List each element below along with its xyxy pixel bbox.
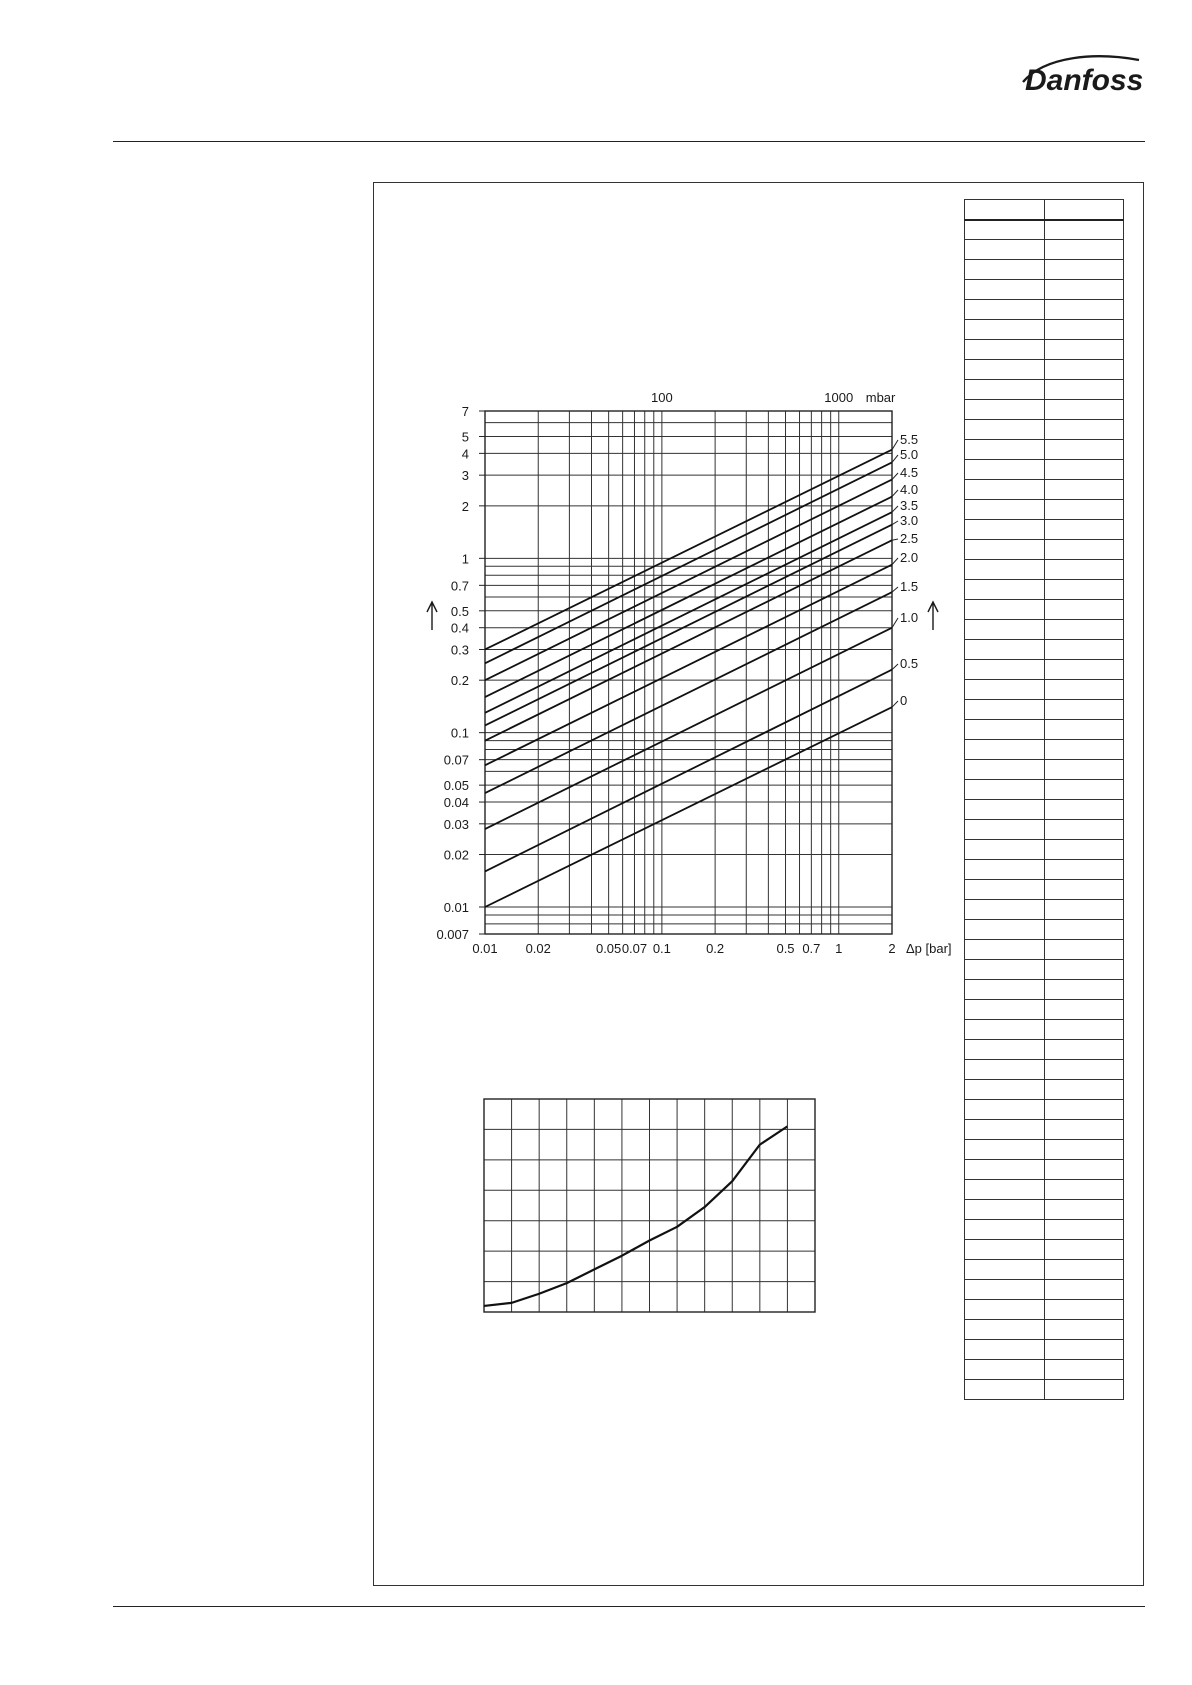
side-table-cell [965,1180,1045,1200]
side-table-cell [965,1360,1045,1380]
side-table-row [965,260,1124,280]
y-tick-label: 0.3 [450,642,469,658]
side-table-row [965,500,1124,520]
series-label: 4.5 [900,465,919,480]
side-table-cell [965,660,1045,680]
side-table-cell [965,440,1045,460]
side-table-row [965,300,1124,320]
side-table-row [965,1060,1124,1080]
side-table-cell [965,220,1045,240]
side-table-cell [1044,1040,1124,1060]
side-table-row [965,620,1124,640]
series-label: 2.5 [900,531,919,546]
side-table-row [965,720,1124,740]
side-table-cell [1044,660,1124,680]
side-table-cell [965,1240,1045,1260]
side-table-cell [965,840,1045,860]
side-table-cell [1044,1020,1124,1040]
side-table-cell [965,200,1045,220]
side-table-cell [1044,620,1124,640]
side-table-cell [1044,800,1124,820]
side-table-cell [1044,760,1124,780]
side-table-cell [965,1020,1045,1040]
side-table-row [965,1340,1124,1360]
side-table-row [965,680,1124,700]
side-table-row [965,880,1124,900]
y-tick-label: 0.07 [443,752,469,768]
side-table-row [965,1100,1124,1120]
x-tick-label: 0.1 [652,941,671,956]
curve-line [484,1126,787,1306]
side-table-cell [965,1340,1045,1360]
side-table-cell [1044,640,1124,660]
side-table-cell [965,420,1045,440]
side-table-cell [1044,240,1124,260]
side-table-cell [1044,880,1124,900]
side-table-row [965,1160,1124,1180]
side-table-row [965,940,1124,960]
side-table-cell [965,1100,1045,1120]
y-tick-label: 0.02 [443,847,469,863]
side-table-row [965,860,1124,880]
side-table-cell [965,820,1045,840]
side-table-row [965,280,1124,300]
side-table-cell [1044,360,1124,380]
series-label: 5.0 [900,447,919,462]
side-table-cell [965,720,1045,740]
side-table-cell [1044,580,1124,600]
side-table-cell [965,480,1045,500]
side-table-cell [965,1080,1045,1100]
side-table-cell [965,260,1045,280]
side-table-row [965,520,1124,540]
side-table-row [965,800,1124,820]
side-table-cell [965,680,1045,700]
x-tick-label: 0.07 [621,941,648,956]
top-tick-label: 1000 [824,390,854,405]
side-table-cell [965,1160,1045,1180]
side-table-cell [965,860,1045,880]
side-table-row [965,440,1124,460]
side-table-cell [965,360,1045,380]
side-table-cell [1044,1000,1124,1020]
side-table-row [965,360,1124,380]
side-table-cell [965,1040,1045,1060]
side-table-cell [1044,980,1124,1000]
side-table-row [965,480,1124,500]
x-axis-label: Δp [bar] [906,941,952,956]
series-label: 2.0 [900,550,919,565]
side-table-cell [1044,1120,1124,1140]
side-table-cell [1044,500,1124,520]
side-table-row [965,1320,1124,1340]
side-table-cell [965,1060,1045,1080]
side-table-cell [965,320,1045,340]
side-table-row [965,780,1124,800]
series-label: 5.5 [900,432,919,447]
side-table-cell [1044,200,1124,220]
side-table-cell [1044,440,1124,460]
side-table-row [965,1000,1124,1020]
side-table-cell [1044,520,1124,540]
side-table-cell [1044,700,1124,720]
side-table-cell [1044,340,1124,360]
side-table-row [965,1040,1124,1060]
side-table-row [965,220,1124,240]
x-tick-label: 0.7 [802,941,821,956]
y-tick-label: 1 [461,551,469,567]
side-table-cell [965,1380,1045,1400]
series-label: 0 [900,693,908,708]
footer-rule [113,1606,1145,1607]
y-tick-label: 7 [461,404,469,419]
side-table-cell [1044,260,1124,280]
x-tick-label: 2 [888,941,896,956]
side-table-cell [1044,920,1124,940]
side-table-cell [965,540,1045,560]
side-table-cell [1044,280,1124,300]
y-tick-label: 0.007 [436,927,469,942]
side-table-cell [965,520,1045,540]
side-table-row [965,1120,1124,1140]
side-table-cell [965,340,1045,360]
side-table-cell [965,1260,1045,1280]
side-table-row [965,1200,1124,1220]
top-axis-unit: mbar [865,390,896,405]
y-tick-label: 0.1 [450,725,469,741]
side-table-row [965,900,1124,920]
x-tick-label: 0.05 [595,941,622,956]
side-table-cell [1044,1280,1124,1300]
side-table-cell [1044,680,1124,700]
side-table-cell [965,1200,1045,1220]
y-tick-label: 4 [461,446,469,462]
side-table-cell [965,600,1045,620]
side-table-row [965,960,1124,980]
side-table-row [965,240,1124,260]
side-table-cell [965,460,1045,480]
x-tick-label: 1 [835,941,843,956]
side-table-cell [965,1280,1045,1300]
side-table-row [965,560,1124,580]
side-table-cell [965,920,1045,940]
side-table-cell [1044,380,1124,400]
series-label: 4.0 [900,482,919,497]
series-label: 1.5 [900,579,919,594]
side-table-cell [1044,400,1124,420]
side-table-cell [1044,1380,1124,1400]
side-table-row [965,540,1124,560]
side-table-cell [965,1220,1045,1240]
side-table-cell [965,640,1045,660]
side-table-cell [965,1140,1045,1160]
side-table-row [965,640,1124,660]
series-label: 3.5 [900,498,919,513]
side-table-cell [965,880,1045,900]
danfoss-logo-text: Danfoss [1025,64,1144,97]
y-tick-label: 0.03 [443,816,469,832]
side-table-row [965,1180,1124,1200]
side-table-row [965,1300,1124,1320]
side-table-cell [1044,540,1124,560]
side-table-cell [1044,600,1124,620]
y-tick-label: 0.4 [450,620,469,636]
side-table-cell [965,1120,1045,1140]
side-table-cell [965,960,1045,980]
x-tick-label: 0.5 [776,941,795,956]
side-table-cell [1044,1100,1124,1120]
y-tick-label: 3 [461,468,469,484]
side-table-row [965,1080,1124,1100]
curve-series [484,1126,787,1306]
side-table-cell [1044,1220,1124,1240]
side-table-row [965,580,1124,600]
side-table-cell [1044,1340,1124,1360]
side-table-cell [1044,860,1124,880]
side-table-cell [1044,1200,1124,1220]
side-table-cell [965,780,1045,800]
side-table-row [965,740,1124,760]
side-table-cell [965,560,1045,580]
side-table-row [965,1280,1124,1300]
side-table-row [965,1380,1124,1400]
top-tick-label: 100 [651,390,673,405]
side-table-cell [965,300,1045,320]
side-table-cell [1044,820,1124,840]
side-table-cell [1044,900,1124,920]
side-table [964,199,1124,1400]
side-table-row [965,820,1124,840]
side-table-row [965,980,1124,1000]
side-table-row [965,1260,1124,1280]
side-table-cell [965,580,1045,600]
side-table-row [965,1140,1124,1160]
side-table-cell [965,620,1045,640]
side-table-cell [1044,940,1124,960]
side-table-cell [965,700,1045,720]
side-table-cell [1044,840,1124,860]
side-table-row [965,420,1124,440]
series-label: 3.0 [900,513,919,528]
y-tick-label: 0.2 [450,673,469,689]
side-table-row [965,320,1124,340]
side-table-cell [965,1300,1045,1320]
side-table-cell [965,980,1045,1000]
side-table-cell [1044,1260,1124,1280]
side-table-row [965,840,1124,860]
side-table-cell [1044,320,1124,340]
side-table-row [965,400,1124,420]
x-tick-label: 0.02 [525,941,551,956]
side-table-cell [1044,220,1124,240]
side-table-cell [1044,1080,1124,1100]
y-tick-label: 0.7 [450,578,469,594]
side-table-cell [1044,1140,1124,1160]
side-table-cell [965,1000,1045,1020]
x-tick-label: 0.01 [472,941,498,956]
side-table-row [965,600,1124,620]
side-table-cell [965,1320,1045,1340]
side-table-row [965,460,1124,480]
side-table-row [965,340,1124,360]
side-table-cell [1044,460,1124,480]
side-table-cell [1044,960,1124,980]
side-table-row [965,1240,1124,1260]
side-table-cell [1044,1320,1124,1340]
side-table-cell [1044,1360,1124,1380]
side-table-cell [965,400,1045,420]
side-table-row [965,920,1124,940]
side-table-cell [965,240,1045,260]
side-table-cell [965,380,1045,400]
side-table-row [965,1020,1124,1040]
side-table-row [965,760,1124,780]
y-tick-label: 0.5 [450,603,469,619]
side-table-cell [965,800,1045,820]
y-tick-label: 2 [461,498,469,514]
side-table-cell [1044,300,1124,320]
side-table-cell [965,900,1045,920]
side-table-cell [965,500,1045,520]
side-table-cell [1044,780,1124,800]
side-table-row [965,700,1124,720]
x-tick-label: 0.2 [706,941,725,956]
side-table-row [965,1220,1124,1240]
side-table-cell [1044,720,1124,740]
side-table-cell [1044,740,1124,760]
side-table-cell [1044,420,1124,440]
side-table-cell [1044,1060,1124,1080]
side-table-cell [1044,560,1124,580]
series-label: 1.0 [900,610,919,625]
side-table-cell [965,760,1045,780]
side-table-cell [1044,1240,1124,1260]
y-tick-label: 0.04 [443,795,469,811]
side-table-cell [1044,1160,1124,1180]
side-table-cell [965,940,1045,960]
series-label: 0.5 [900,656,919,671]
side-table-cell [1044,1300,1124,1320]
y-tick-label: 0.01 [443,899,469,915]
side-table-row [965,380,1124,400]
side-table-row [965,1360,1124,1380]
y-tick-label: 5 [461,429,469,445]
curve-grid [484,1099,815,1312]
y-tick-label: 0.05 [443,778,469,794]
side-table-cell [1044,480,1124,500]
side-table-row [965,200,1124,220]
side-table-row [965,660,1124,680]
side-table-cell [1044,1180,1124,1200]
side-table-cell [965,740,1045,760]
side-table-cell [965,280,1045,300]
